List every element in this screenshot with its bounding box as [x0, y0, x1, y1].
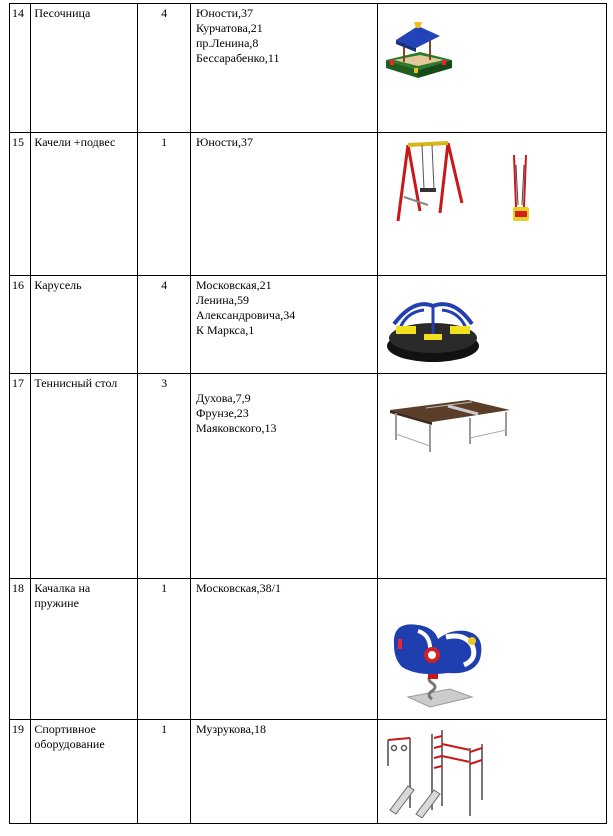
address-line: К Маркса,1 — [196, 323, 255, 337]
item-image-cell — [378, 133, 607, 276]
item-quantity: 1 — [138, 720, 191, 824]
address-line: Александровича,34 — [196, 308, 296, 322]
item-addresses — [191, 579, 378, 720]
table-row — [10, 276, 607, 374]
address-line: Маяковского,13 — [196, 421, 277, 435]
row-number: 17 — [10, 374, 31, 579]
address-line: Фрунзе,23 — [196, 406, 249, 420]
item-addresses — [191, 133, 378, 276]
table-row — [10, 374, 607, 579]
row-number: 19 — [10, 720, 31, 824]
carousel-image — [384, 294, 482, 366]
address-line: пр.Ленина,8 — [196, 36, 259, 50]
item-image-cell — [378, 276, 607, 374]
item-addresses — [191, 720, 378, 824]
item-quantity: 4 — [138, 4, 191, 133]
item-quantity: 4 — [138, 276, 191, 374]
swing-seat-image — [506, 151, 536, 231]
address-line: Духова,7,9 — [196, 391, 251, 405]
item-name: Качели +подвес — [31, 133, 138, 276]
address-line: Юности,37 — [196, 135, 254, 149]
item-name: Теннисный стол — [31, 374, 138, 579]
item-quantity: 3 — [138, 374, 191, 579]
table-row — [10, 4, 607, 133]
table-row — [10, 579, 607, 720]
row-number: 14 — [10, 4, 31, 133]
table-row — [10, 720, 607, 824]
row-number: 18 — [10, 579, 31, 720]
tennis-table-image — [388, 396, 512, 456]
sports-equipment-image — [382, 730, 494, 818]
address-line: Московская,21 — [196, 278, 272, 292]
item-name: Спортивное оборудование — [31, 720, 138, 824]
item-image-cell — [378, 720, 607, 824]
address-line: Московская,38/1 — [196, 581, 281, 595]
swing-image — [396, 139, 466, 229]
row-number: 15 — [10, 133, 31, 276]
item-image-cell — [378, 579, 607, 720]
item-name: Карусель — [31, 276, 138, 374]
item-name: Песочница — [31, 4, 138, 133]
item-image-cell — [378, 374, 607, 579]
address-line — [196, 376, 374, 391]
address-line: Курчатова,21 — [196, 21, 263, 35]
sandbox-image — [384, 16, 454, 86]
item-quantity: 1 — [138, 133, 191, 276]
address-line: Юности,37 — [196, 6, 254, 20]
item-quantity: 1 — [138, 579, 191, 720]
address-line: Музрукова,18 — [196, 722, 267, 736]
equipment-table — [9, 3, 607, 824]
item-image-cell — [378, 4, 607, 133]
item-addresses — [191, 276, 378, 374]
item-name: Качалка на пружине — [31, 579, 138, 720]
item-addresses — [191, 4, 378, 133]
table-row — [10, 133, 607, 276]
spring-rocker-image — [388, 615, 488, 715]
address-line: Ленина,59 — [196, 293, 249, 307]
row-number: 16 — [10, 276, 31, 374]
address-line: Бессарабенко,11 — [196, 51, 280, 65]
item-addresses — [191, 374, 378, 579]
